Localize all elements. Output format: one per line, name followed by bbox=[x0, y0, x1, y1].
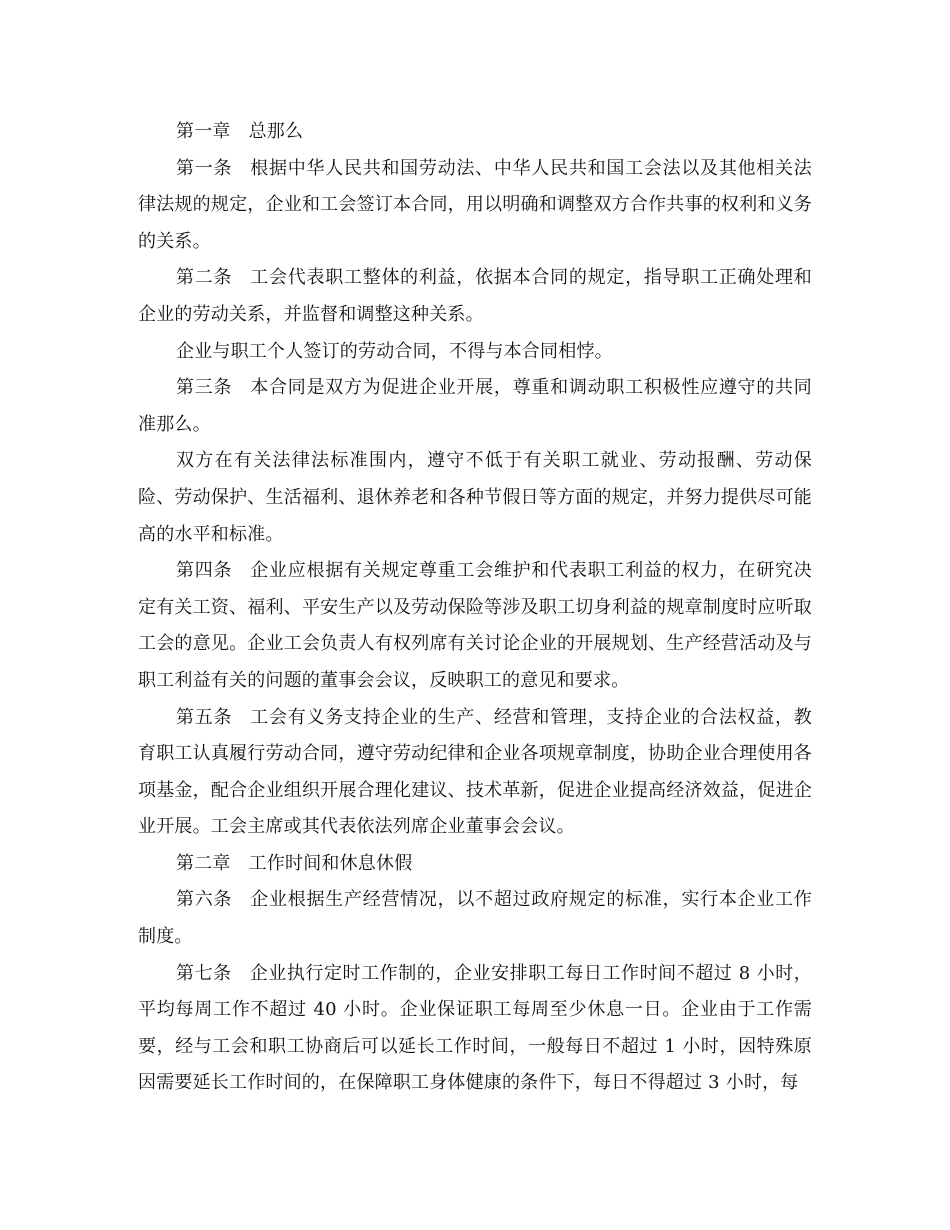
paragraph-text: 根据中华人民共和国劳动法、中华人民共和国工会法以及其他相关法律法规的规定，企业和工会签订本合同，用以明确和调整双方合作共事的权利和义务的关系。 bbox=[138, 157, 812, 252]
paragraph-text: 工会有义务支持企业的生产、经营和管理，支持企业的合法权益，教育职工认真履行劳动合同，遵守劳动纪律和企业各项规章制度，协助企业合理使用各项基金，配合企业组织开展合理化建议、技术革新，促进企业提高经济效益，促进企业开展。工会主席或其代表依法列席企业董事会会议。 bbox=[138, 706, 812, 838]
paragraph-chapter-2 bbox=[138, 846, 812, 883]
paragraph-text: 企业与职工个人签订的劳动合同，不得与本合同相悖。 bbox=[176, 340, 613, 362]
paragraph-article-6 bbox=[138, 882, 812, 955]
paragraph-label: 第二章 bbox=[176, 852, 231, 874]
paragraph-chapter-1 bbox=[138, 114, 812, 151]
paragraph-label: 第六条 bbox=[176, 889, 233, 911]
paragraph-article-2 bbox=[138, 260, 812, 333]
document-body bbox=[138, 114, 812, 1102]
paragraph-text: 总那么 bbox=[248, 121, 304, 142]
paragraph-text: 工会代表职工整体的利益，依据本合同的规定，指导职工正确处理和企业的劳动关系，并监督和调整这种关系。 bbox=[138, 267, 812, 325]
paragraph-article-1 bbox=[138, 151, 812, 261]
paragraph-label: 第五条 bbox=[176, 706, 233, 728]
paragraph-text: 企业根据生产经营情况，以不超过政府规定的标准，实行本企业工作制度。 bbox=[138, 889, 812, 948]
paragraph-label: 第四条 bbox=[176, 560, 233, 582]
paragraph-article-3 bbox=[138, 370, 812, 443]
paragraph-label: 第二条 bbox=[176, 267, 233, 289]
paragraph-article-3-clause bbox=[138, 443, 812, 553]
paragraph-label: 第一章 bbox=[176, 121, 231, 142]
paragraph-article-7 bbox=[138, 956, 812, 1102]
paragraph-article-2-clause bbox=[138, 334, 812, 371]
paragraph-text: 工作时间和休息休假 bbox=[248, 852, 413, 874]
paragraph-label: 第一条 bbox=[176, 157, 233, 179]
paragraph-text: 企业执行定时工作制的，企业安排职工每日工作时间不超过 8 小时，平均每周工作不超过 40 小时。企业保证职工每周至少休息一日。企业由于工作需要，经与工会和职工协商后可以延长工作时间，一般每日不超过 1 小时，因特殊原因需要延长工作时间的，在保障职工身体健康的条件下，每日不得超过 3 小时，每 bbox=[138, 962, 812, 1094]
paragraph-text: 双方在有关法律法标准围内，遵守不低于有关职工就业、劳动报酬、劳动保险、劳动保护、生活福利、退休养老和各种节假日等方面的规定，并努力提供尽可能高的水平和标准。 bbox=[138, 450, 812, 545]
paragraph-article-4 bbox=[138, 553, 812, 699]
paragraph-text: 企业应根据有关规定尊重工会维护和代表职工利益的权力，在研究决定有关工资、福利、平安生产以及劳动保险等涉及职工切身利益的规章制度时应听取工会的意见。企业工会负责人有权列席有关讨论企业的开展规划、生产经营活动及与职工利益有关的问题的董事会会议，反映职工的意见和要求。 bbox=[138, 560, 812, 691]
paragraph-article-5 bbox=[138, 700, 812, 846]
paragraph-label: 第三条 bbox=[176, 377, 233, 399]
paragraph-label: 第七条 bbox=[176, 962, 232, 984]
paragraph-text: 本合同是双方为促进企业开展，尊重和调动职工积极性应遵守的共同准那么。 bbox=[138, 377, 812, 435]
